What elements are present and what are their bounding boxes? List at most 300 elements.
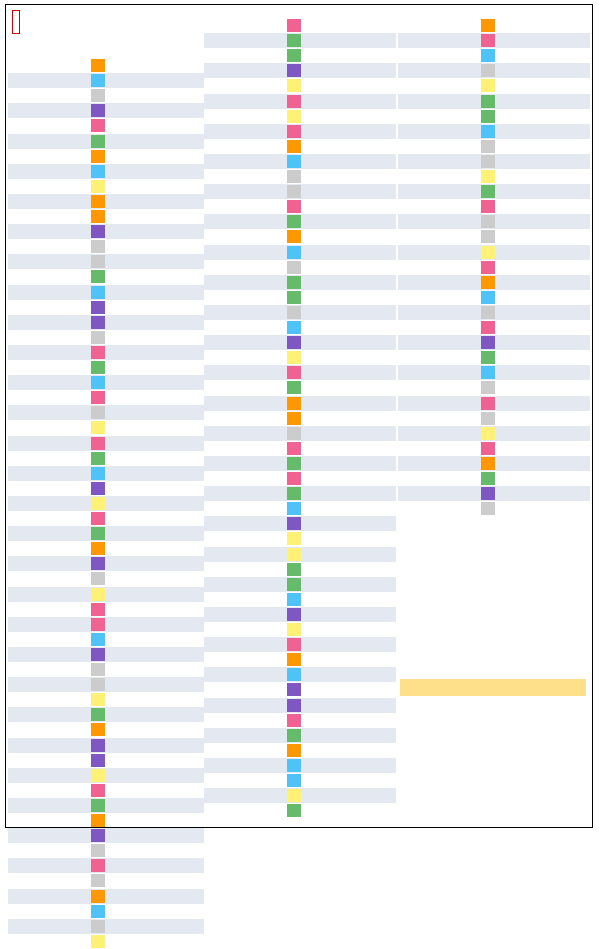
row-index bbox=[4, 843, 30, 858]
day-badge bbox=[91, 88, 105, 103]
day-badge bbox=[91, 662, 105, 677]
row-pos3 bbox=[370, 682, 384, 697]
row-pos1 bbox=[107, 692, 121, 707]
row-pos2 bbox=[141, 179, 155, 194]
row-index bbox=[4, 58, 30, 73]
row-pos1 bbox=[303, 380, 317, 395]
day-badge-fill bbox=[481, 246, 495, 259]
row-pos3 bbox=[564, 33, 578, 48]
day-badge-fill bbox=[91, 89, 105, 102]
row-pos1 bbox=[303, 184, 317, 199]
table-row bbox=[398, 305, 590, 320]
sheet-title bbox=[12, 10, 20, 34]
row-index bbox=[394, 486, 420, 501]
row-pos1 bbox=[107, 587, 121, 602]
row-pos2 bbox=[141, 919, 155, 934]
day-badge-fill bbox=[91, 376, 105, 389]
row-code bbox=[35, 315, 81, 330]
day-badge-fill bbox=[91, 331, 105, 344]
day-badge-fill bbox=[287, 442, 301, 455]
day-badge-fill bbox=[287, 517, 301, 530]
day-badge bbox=[287, 33, 301, 48]
row-code bbox=[231, 396, 277, 411]
row-pos3 bbox=[174, 390, 188, 405]
row-index bbox=[200, 199, 226, 214]
row-code bbox=[231, 290, 277, 305]
row-pos1 bbox=[497, 305, 511, 320]
row-pos3 bbox=[174, 345, 188, 360]
row-index bbox=[4, 360, 30, 375]
table-row bbox=[204, 803, 396, 818]
row-index bbox=[4, 496, 30, 511]
row-pos2 bbox=[531, 305, 545, 320]
row-pos1 bbox=[303, 758, 317, 773]
row-code bbox=[35, 375, 81, 390]
row-index bbox=[4, 707, 30, 722]
row-pos1 bbox=[497, 33, 511, 48]
row-pos2 bbox=[141, 194, 155, 209]
day-badge-fill bbox=[287, 215, 301, 228]
table-row bbox=[398, 124, 590, 139]
day-badge bbox=[481, 154, 495, 169]
row-code bbox=[35, 526, 81, 541]
row-pos2 bbox=[141, 149, 155, 164]
row-pos1 bbox=[107, 738, 121, 753]
row-pos3 bbox=[564, 275, 578, 290]
row-pos2 bbox=[337, 728, 351, 743]
table-row bbox=[8, 179, 204, 194]
row-pos2 bbox=[531, 154, 545, 169]
row-code bbox=[425, 18, 471, 33]
row-index bbox=[4, 556, 30, 571]
row-pos2 bbox=[337, 199, 351, 214]
row-pos3 bbox=[370, 471, 384, 486]
row-index bbox=[200, 682, 226, 697]
day-badge-fill bbox=[287, 155, 301, 168]
row-pos2 bbox=[141, 134, 155, 149]
day-badge bbox=[287, 441, 301, 456]
row-pos1 bbox=[497, 184, 511, 199]
row-index bbox=[200, 350, 226, 365]
day-badge-fill bbox=[287, 789, 301, 802]
row-code bbox=[35, 813, 81, 828]
table-row bbox=[204, 698, 396, 713]
row-pos1 bbox=[497, 411, 511, 426]
row-pos2 bbox=[337, 214, 351, 229]
row-pos2 bbox=[141, 571, 155, 586]
row-pos2 bbox=[337, 713, 351, 728]
row-pos2 bbox=[531, 275, 545, 290]
day-badge bbox=[91, 722, 105, 737]
day-badge-fill bbox=[91, 497, 105, 510]
day-badge-fill bbox=[287, 563, 301, 576]
table-row bbox=[398, 78, 590, 93]
day-badge-fill bbox=[91, 391, 105, 404]
day-badge-fill bbox=[287, 804, 301, 817]
row-pos3 bbox=[174, 330, 188, 345]
row-pos3 bbox=[174, 300, 188, 315]
row-index bbox=[4, 285, 30, 300]
day-badge bbox=[91, 692, 105, 707]
row-pos2 bbox=[337, 109, 351, 124]
row-pos3 bbox=[174, 919, 188, 934]
row-pos3 bbox=[174, 269, 188, 284]
row-index bbox=[394, 411, 420, 426]
day-badge bbox=[91, 194, 105, 209]
day-badge bbox=[481, 380, 495, 395]
row-pos1 bbox=[303, 592, 317, 607]
day-badge bbox=[481, 229, 495, 244]
table-row bbox=[8, 224, 204, 239]
day-badge bbox=[287, 305, 301, 320]
row-index bbox=[4, 330, 30, 345]
row-pos2 bbox=[531, 18, 545, 33]
row-pos3 bbox=[174, 707, 188, 722]
row-index bbox=[200, 788, 226, 803]
row-pos1 bbox=[107, 828, 121, 843]
row-pos2 bbox=[531, 486, 545, 501]
row-code bbox=[425, 154, 471, 169]
row-pos3 bbox=[174, 904, 188, 919]
row-pos2 bbox=[531, 396, 545, 411]
row-pos1 bbox=[107, 602, 121, 617]
row-index bbox=[200, 33, 226, 48]
day-badge bbox=[91, 617, 105, 632]
day-badge bbox=[91, 919, 105, 934]
row-pos3 bbox=[370, 592, 384, 607]
row-pos1 bbox=[107, 118, 121, 133]
row-index bbox=[4, 571, 30, 586]
table-row bbox=[204, 350, 396, 365]
day-badge-fill bbox=[91, 346, 105, 359]
table-row bbox=[8, 58, 204, 73]
day-badge-fill bbox=[91, 754, 105, 767]
row-index bbox=[394, 124, 420, 139]
day-badge bbox=[91, 390, 105, 405]
table-row bbox=[398, 245, 590, 260]
row-pos1 bbox=[497, 396, 511, 411]
table-row bbox=[398, 48, 590, 63]
row-pos2 bbox=[141, 738, 155, 753]
row-pos1 bbox=[107, 451, 121, 466]
row-pos1 bbox=[497, 139, 511, 154]
row-pos3 bbox=[174, 858, 188, 873]
row-pos1 bbox=[303, 290, 317, 305]
row-code bbox=[35, 209, 81, 224]
row-pos1 bbox=[303, 365, 317, 380]
day-badge-fill bbox=[481, 95, 495, 108]
day-badge-fill bbox=[287, 548, 301, 561]
row-pos1 bbox=[303, 260, 317, 275]
row-index bbox=[200, 758, 226, 773]
table-row bbox=[8, 269, 204, 284]
row-pos2 bbox=[141, 88, 155, 103]
row-code bbox=[425, 109, 471, 124]
row-pos1 bbox=[303, 139, 317, 154]
row-pos2 bbox=[337, 78, 351, 93]
day-badge bbox=[287, 245, 301, 260]
row-pos1 bbox=[107, 813, 121, 828]
row-pos2 bbox=[141, 904, 155, 919]
row-code bbox=[35, 692, 81, 707]
row-pos2 bbox=[531, 109, 545, 124]
table-row bbox=[398, 154, 590, 169]
row-index bbox=[200, 154, 226, 169]
row-index bbox=[394, 109, 420, 124]
row-pos2 bbox=[141, 345, 155, 360]
table-row bbox=[8, 164, 204, 179]
row-index bbox=[200, 803, 226, 818]
row-index bbox=[4, 587, 30, 602]
row-index bbox=[4, 375, 30, 390]
table-row bbox=[204, 547, 396, 562]
day-badge bbox=[91, 632, 105, 647]
day-badge-fill bbox=[91, 693, 105, 706]
row-code bbox=[35, 858, 81, 873]
table-row bbox=[8, 481, 204, 496]
row-code bbox=[35, 783, 81, 798]
row-pos3 bbox=[174, 587, 188, 602]
row-code bbox=[231, 169, 277, 184]
row-pos2 bbox=[337, 63, 351, 78]
table-row bbox=[204, 758, 396, 773]
row-pos2 bbox=[337, 652, 351, 667]
row-pos3 bbox=[174, 405, 188, 420]
day-badge bbox=[287, 154, 301, 169]
row-pos1 bbox=[107, 88, 121, 103]
row-pos3 bbox=[174, 315, 188, 330]
row-code bbox=[35, 179, 81, 194]
day-badge-fill bbox=[287, 472, 301, 485]
row-pos1 bbox=[497, 456, 511, 471]
day-badge-fill bbox=[91, 905, 105, 918]
day-badge-fill bbox=[287, 578, 301, 591]
day-badge bbox=[91, 934, 105, 949]
table-row bbox=[8, 571, 204, 586]
row-pos3 bbox=[564, 365, 578, 380]
table-row bbox=[204, 471, 396, 486]
row-index bbox=[200, 516, 226, 531]
day-badge-fill bbox=[91, 225, 105, 238]
day-badge-fill bbox=[91, 119, 105, 132]
row-pos2 bbox=[141, 783, 155, 798]
day-badge bbox=[287, 607, 301, 622]
day-badge-fill bbox=[91, 316, 105, 329]
row-pos2 bbox=[531, 335, 545, 350]
row-pos3 bbox=[564, 78, 578, 93]
day-badge bbox=[287, 531, 301, 546]
row-index bbox=[200, 260, 226, 275]
table-row bbox=[398, 18, 590, 33]
day-badge-fill bbox=[287, 608, 301, 621]
day-badge-fill bbox=[287, 638, 301, 651]
row-code bbox=[231, 426, 277, 441]
table-row bbox=[204, 396, 396, 411]
row-pos3 bbox=[370, 184, 384, 199]
row-pos3 bbox=[174, 118, 188, 133]
day-badge-fill bbox=[481, 200, 495, 213]
day-badge bbox=[91, 58, 105, 73]
day-badge-fill bbox=[287, 261, 301, 274]
row-index bbox=[4, 647, 30, 662]
row-code bbox=[231, 758, 277, 773]
row-pos2 bbox=[531, 78, 545, 93]
row-code bbox=[425, 229, 471, 244]
row-pos3 bbox=[174, 828, 188, 843]
row-pos1 bbox=[303, 426, 317, 441]
row-pos3 bbox=[564, 214, 578, 229]
row-pos3 bbox=[370, 698, 384, 713]
row-index bbox=[200, 63, 226, 78]
row-pos3 bbox=[564, 139, 578, 154]
row-index bbox=[4, 798, 30, 813]
row-pos2 bbox=[337, 48, 351, 63]
row-pos1 bbox=[107, 269, 121, 284]
row-pos2 bbox=[337, 743, 351, 758]
row-pos3 bbox=[174, 511, 188, 526]
day-badge bbox=[91, 179, 105, 194]
row-code bbox=[425, 169, 471, 184]
table-row bbox=[8, 466, 204, 481]
row-pos1 bbox=[303, 682, 317, 697]
row-index bbox=[394, 245, 420, 260]
row-pos1 bbox=[107, 556, 121, 571]
row-index bbox=[200, 335, 226, 350]
row-pos1 bbox=[303, 743, 317, 758]
row-pos3 bbox=[174, 73, 188, 88]
row-pos1 bbox=[107, 360, 121, 375]
day-badge-fill bbox=[481, 110, 495, 123]
table-row bbox=[204, 426, 396, 441]
row-pos3 bbox=[174, 254, 188, 269]
row-code bbox=[35, 843, 81, 858]
row-pos2 bbox=[337, 486, 351, 501]
row-code bbox=[35, 632, 81, 647]
row-code bbox=[35, 164, 81, 179]
day-badge-fill bbox=[91, 588, 105, 601]
row-pos2 bbox=[531, 214, 545, 229]
row-pos2 bbox=[337, 441, 351, 456]
day-badge bbox=[481, 18, 495, 33]
row-code bbox=[35, 904, 81, 919]
table-row bbox=[8, 722, 204, 737]
row-pos1 bbox=[107, 496, 121, 511]
table-row bbox=[204, 63, 396, 78]
day-badge bbox=[481, 441, 495, 456]
row-pos1 bbox=[107, 858, 121, 873]
day-badge bbox=[481, 214, 495, 229]
table-row bbox=[398, 380, 590, 395]
day-badge-fill bbox=[91, 467, 105, 480]
row-pos3 bbox=[174, 934, 188, 949]
day-badge-fill bbox=[91, 527, 105, 540]
row-pos1 bbox=[107, 134, 121, 149]
row-index bbox=[200, 229, 226, 244]
row-pos3 bbox=[564, 109, 578, 124]
row-index bbox=[4, 300, 30, 315]
row-pos2 bbox=[337, 637, 351, 652]
row-pos1 bbox=[303, 245, 317, 260]
row-code bbox=[231, 562, 277, 577]
table-row bbox=[398, 501, 590, 516]
day-badge bbox=[481, 471, 495, 486]
row-pos1 bbox=[497, 365, 511, 380]
row-index bbox=[200, 426, 226, 441]
row-pos3 bbox=[174, 722, 188, 737]
row-pos2 bbox=[141, 753, 155, 768]
row-pos3 bbox=[370, 48, 384, 63]
day-badge-fill bbox=[287, 729, 301, 742]
day-badge-fill bbox=[287, 246, 301, 259]
row-pos1 bbox=[303, 305, 317, 320]
row-pos1 bbox=[497, 501, 511, 516]
day-badge-fill bbox=[287, 774, 301, 787]
row-pos3 bbox=[174, 58, 188, 73]
row-code bbox=[35, 224, 81, 239]
row-code bbox=[231, 622, 277, 637]
row-pos2 bbox=[141, 843, 155, 858]
day-badge bbox=[481, 169, 495, 184]
row-pos3 bbox=[370, 139, 384, 154]
row-index bbox=[4, 753, 30, 768]
day-badge bbox=[91, 73, 105, 88]
row-pos2 bbox=[337, 33, 351, 48]
day-badge bbox=[91, 239, 105, 254]
table-row bbox=[8, 587, 204, 602]
day-badge bbox=[91, 254, 105, 269]
day-badge bbox=[481, 139, 495, 154]
row-code bbox=[35, 738, 81, 753]
day-badge-fill bbox=[287, 321, 301, 334]
table-row bbox=[204, 109, 396, 124]
table-row bbox=[8, 692, 204, 707]
row-pos3 bbox=[564, 290, 578, 305]
row-pos3 bbox=[370, 728, 384, 743]
day-badge-fill bbox=[481, 261, 495, 274]
day-badge bbox=[287, 743, 301, 758]
row-index bbox=[200, 698, 226, 713]
row-code bbox=[425, 245, 471, 260]
row-pos2 bbox=[141, 300, 155, 315]
row-pos1 bbox=[107, 420, 121, 435]
day-badge bbox=[91, 436, 105, 451]
row-code bbox=[35, 405, 81, 420]
row-pos2 bbox=[141, 315, 155, 330]
table-row bbox=[8, 300, 204, 315]
row-pos3 bbox=[370, 622, 384, 637]
row-pos2 bbox=[141, 768, 155, 783]
day-badge bbox=[91, 873, 105, 888]
day-badge-fill bbox=[481, 457, 495, 470]
row-pos1 bbox=[303, 48, 317, 63]
row-pos3 bbox=[370, 456, 384, 471]
day-badge bbox=[287, 713, 301, 728]
row-index bbox=[200, 275, 226, 290]
row-pos2 bbox=[141, 436, 155, 451]
row-pos3 bbox=[174, 692, 188, 707]
row-code bbox=[35, 420, 81, 435]
row-pos2 bbox=[141, 722, 155, 737]
day-badge bbox=[481, 290, 495, 305]
table-row bbox=[398, 33, 590, 48]
row-pos2 bbox=[337, 577, 351, 592]
row-pos2 bbox=[141, 481, 155, 496]
row-pos2 bbox=[141, 556, 155, 571]
row-pos2 bbox=[531, 456, 545, 471]
day-badge bbox=[91, 511, 105, 526]
row-pos1 bbox=[497, 350, 511, 365]
row-pos3 bbox=[174, 647, 188, 662]
